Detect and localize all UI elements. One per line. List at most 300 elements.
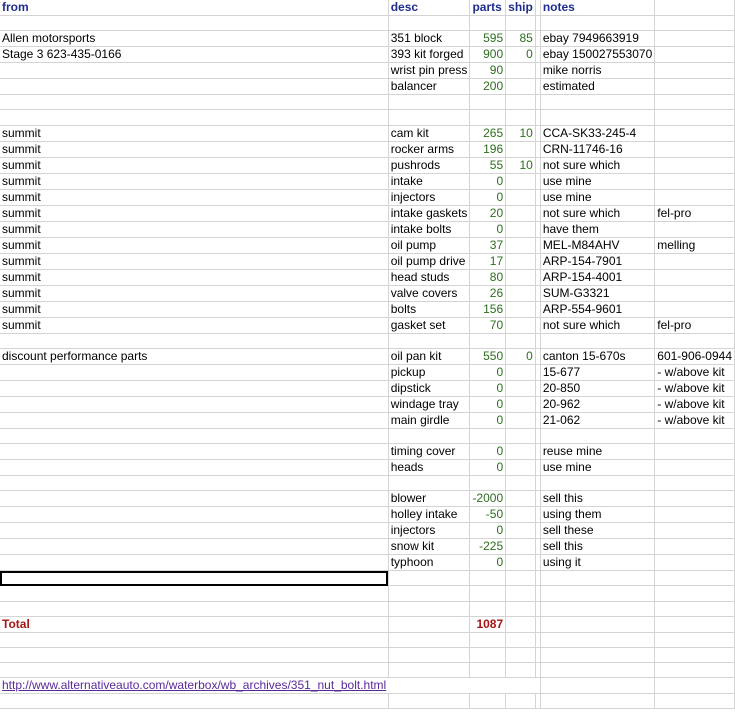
cell[interactable]: 156 — [470, 301, 506, 317]
cell[interactable] — [540, 647, 654, 662]
cell[interactable]: 595 — [470, 31, 506, 47]
cell[interactable]: summit — [0, 317, 388, 333]
cell[interactable] — [0, 555, 388, 571]
cell[interactable]: summit — [0, 269, 388, 285]
cell[interactable]: - w/above kit — [655, 396, 735, 412]
table-row — [0, 79, 735, 95]
cell[interactable] — [506, 269, 536, 285]
cell[interactable]: summit — [0, 189, 388, 205]
cell[interactable]: fel-pro — [655, 205, 735, 221]
cell[interactable] — [506, 459, 536, 475]
table-row — [0, 443, 735, 459]
cell[interactable] — [388, 475, 470, 490]
cell[interactable] — [388, 601, 470, 616]
cell[interactable] — [655, 189, 735, 205]
cell[interactable]: oil pump — [388, 237, 470, 253]
cell[interactable]: not sure which — [540, 157, 654, 173]
table-row — [0, 348, 735, 364]
cell[interactable] — [506, 428, 536, 443]
cell[interactable]: injectors — [388, 523, 470, 539]
cell[interactable] — [506, 601, 536, 616]
cell[interactable] — [655, 269, 735, 285]
cell[interactable]: - w/above kit — [655, 412, 735, 428]
cell[interactable] — [0, 523, 388, 539]
table-row — [0, 616, 735, 632]
cell[interactable] — [655, 601, 735, 616]
cell[interactable]: pushrods — [388, 157, 470, 173]
cell[interactable]: windage tray — [388, 396, 470, 412]
table-row — [0, 173, 735, 189]
cell[interactable]: heads — [388, 459, 470, 475]
cell[interactable]: 85 — [506, 31, 536, 47]
cell[interactable]: main girdle — [388, 412, 470, 428]
cell[interactable]: 0 — [470, 364, 506, 380]
cell[interactable]: 80 — [470, 269, 506, 285]
cell[interactable] — [655, 616, 735, 632]
cell[interactable]: summit — [0, 173, 388, 189]
header-notes[interactable]: notes — [540, 0, 654, 16]
cell[interactable]: summit — [0, 253, 388, 269]
cell[interactable]: have them — [540, 221, 654, 237]
cell[interactable]: 20 — [470, 205, 506, 221]
cell[interactable] — [470, 586, 506, 601]
cell[interactable] — [506, 678, 536, 694]
cell[interactable]: balancer — [388, 79, 470, 95]
table-row — [0, 647, 735, 662]
table-row — [0, 364, 735, 380]
cell[interactable]: canton 15-670s — [540, 348, 654, 364]
cell[interactable] — [506, 539, 536, 555]
cell[interactable] — [506, 396, 536, 412]
cell[interactable] — [540, 694, 654, 709]
cell[interactable]: 20-850 — [540, 380, 654, 396]
cell[interactable]: 17 — [470, 253, 506, 269]
cell[interactable]: reuse mine — [540, 443, 654, 459]
cell[interactable]: intake gaskets — [388, 205, 470, 221]
cell[interactable] — [0, 63, 388, 79]
header-cell[interactable] — [655, 0, 735, 16]
cell[interactable] — [506, 647, 536, 662]
cell[interactable]: 15-677 — [540, 364, 654, 380]
cell[interactable]: summit — [0, 125, 388, 141]
cell[interactable] — [388, 663, 470, 678]
cell[interactable]: summit — [0, 285, 388, 301]
cell[interactable] — [0, 694, 388, 709]
cell[interactable]: sell this — [540, 539, 654, 555]
cell[interactable] — [0, 364, 388, 380]
header-from[interactable]: from — [0, 0, 388, 16]
table-row — [0, 110, 735, 125]
cell[interactable] — [506, 317, 536, 333]
cell[interactable]: ebay 150027553070 — [540, 47, 654, 63]
cell[interactable] — [506, 221, 536, 237]
cell[interactable] — [388, 694, 470, 709]
cell[interactable]: MEL-M84AHV — [540, 237, 654, 253]
cell[interactable] — [470, 632, 506, 647]
cell[interactable] — [655, 125, 735, 141]
cell[interactable]: gasket set — [388, 317, 470, 333]
cell[interactable] — [388, 678, 470, 694]
cell[interactable] — [470, 647, 506, 662]
cell[interactable] — [0, 647, 388, 662]
cell[interactable] — [0, 443, 388, 459]
table-row — [0, 205, 735, 221]
cell[interactable] — [506, 63, 536, 79]
cell[interactable] — [506, 632, 536, 647]
cell[interactable]: summit — [0, 205, 388, 221]
cell[interactable]: injectors — [388, 189, 470, 205]
table-row — [0, 269, 735, 285]
cell[interactable]: -2000 — [470, 491, 506, 507]
cell[interactable]: 900 — [470, 47, 506, 63]
cell[interactable] — [506, 253, 536, 269]
table-row — [0, 678, 735, 694]
cell[interactable] — [655, 571, 735, 586]
cell[interactable] — [506, 412, 536, 428]
cell[interactable]: sell this — [540, 491, 654, 507]
cell[interactable]: summit — [0, 221, 388, 237]
cell[interactable] — [470, 678, 506, 694]
table-row — [0, 491, 735, 507]
cell[interactable] — [655, 157, 735, 173]
header-ship[interactable]: ship — [506, 0, 536, 16]
cell[interactable] — [0, 491, 388, 507]
cell[interactable] — [655, 31, 735, 47]
cell[interactable] — [506, 475, 536, 490]
cell[interactable]: summit — [0, 141, 388, 157]
cell[interactable]: 0 — [470, 396, 506, 412]
cell[interactable] — [0, 95, 388, 110]
cell[interactable] — [0, 16, 388, 31]
cell[interactable] — [0, 539, 388, 555]
cell[interactable]: Total — [0, 616, 388, 632]
cell[interactable]: 0 — [470, 189, 506, 205]
table-row — [0, 16, 735, 31]
table-row — [0, 539, 735, 555]
cell[interactable] — [388, 586, 470, 601]
cell[interactable] — [506, 79, 536, 95]
cell[interactable] — [470, 333, 506, 348]
cell[interactable]: Allen motorsports — [0, 31, 388, 47]
cell[interactable] — [388, 110, 470, 125]
cell[interactable]: ARP-154-4001 — [540, 269, 654, 285]
cell[interactable]: bolts — [388, 301, 470, 317]
cell[interactable] — [655, 110, 735, 125]
cell[interactable]: 20-962 — [540, 396, 654, 412]
cell[interactable] — [0, 110, 388, 125]
cell[interactable] — [655, 663, 735, 678]
cell[interactable] — [388, 571, 470, 586]
cell[interactable]: 0 — [470, 523, 506, 539]
cell[interactable]: discount performance parts — [0, 348, 388, 364]
cell[interactable] — [506, 663, 536, 678]
cell[interactable] — [506, 443, 536, 459]
cell[interactable]: 21-062 — [540, 412, 654, 428]
cell[interactable]: intake bolts — [388, 221, 470, 237]
cell[interactable]: 196 — [470, 141, 506, 157]
cell[interactable] — [388, 333, 470, 348]
cell[interactable]: using it — [540, 555, 654, 571]
table-row — [0, 632, 735, 647]
cell[interactable]: 26 — [470, 285, 506, 301]
cell[interactable] — [655, 459, 735, 475]
link-cell[interactable]: http://www.alternativeauto.com/waterbox/wb_archives/351_nut_bolt.html — [2, 678, 387, 693]
selected-cell[interactable] — [0, 571, 388, 586]
cell[interactable] — [655, 47, 735, 63]
cell[interactable] — [655, 95, 735, 110]
cell[interactable] — [655, 507, 735, 523]
cell[interactable] — [506, 95, 536, 110]
cell[interactable] — [470, 694, 506, 709]
cell[interactable] — [655, 16, 735, 31]
cell[interactable]: 0 — [506, 47, 536, 63]
cell[interactable] — [540, 632, 654, 647]
cell[interactable]: wrist pin press — [388, 63, 470, 79]
cell[interactable] — [655, 333, 735, 348]
cell[interactable]: 10 — [506, 125, 536, 141]
table-row — [0, 396, 735, 412]
cell[interactable] — [470, 663, 506, 678]
cell[interactable] — [540, 663, 654, 678]
cell[interactable]: using them — [540, 507, 654, 523]
cell[interactable]: oil pan kit — [388, 348, 470, 364]
cell[interactable]: oil pump drive — [388, 253, 470, 269]
cell[interactable] — [540, 428, 654, 443]
cell[interactable] — [506, 301, 536, 317]
table-row — [0, 459, 735, 475]
cell[interactable]: 0 — [470, 443, 506, 459]
cell[interactable] — [388, 16, 470, 31]
table-row — [0, 555, 735, 571]
cell[interactable]: cam kit — [388, 125, 470, 141]
cell[interactable] — [506, 555, 536, 571]
cell[interactable] — [506, 380, 536, 396]
cell[interactable]: CRN-11746-16 — [540, 141, 654, 157]
cell[interactable] — [655, 173, 735, 189]
cell[interactable]: estimated — [540, 79, 654, 95]
cell[interactable] — [506, 694, 536, 709]
cell[interactable] — [506, 523, 536, 539]
cell[interactable]: holley intake — [388, 507, 470, 523]
cell[interactable] — [655, 63, 735, 79]
cell[interactable]: rocker arms — [388, 141, 470, 157]
cell[interactable]: ebay 7949663919 — [540, 31, 654, 47]
cell[interactable] — [470, 475, 506, 490]
cell[interactable] — [655, 285, 735, 301]
cell[interactable]: mike norris — [540, 63, 654, 79]
cell[interactable]: 265 — [470, 125, 506, 141]
cell[interactable] — [0, 79, 388, 95]
cell[interactable] — [470, 95, 506, 110]
cell[interactable]: use mine — [540, 173, 654, 189]
cell[interactable]: sell these — [540, 523, 654, 539]
cell[interactable]: 10 — [506, 157, 536, 173]
cell[interactable] — [540, 678, 654, 694]
table-row — [0, 157, 735, 173]
cell[interactable] — [540, 586, 654, 601]
cell[interactable]: 37 — [470, 237, 506, 253]
cell[interactable] — [655, 632, 735, 647]
cell[interactable] — [506, 205, 536, 221]
cell[interactable]: summit — [0, 157, 388, 173]
cell[interactable] — [388, 616, 470, 632]
cell[interactable]: 351 block — [388, 31, 470, 47]
cell[interactable]: 0 — [470, 380, 506, 396]
cell[interactable] — [470, 110, 506, 125]
cell[interactable]: valve covers — [388, 285, 470, 301]
table-row — [0, 301, 735, 317]
cell[interactable] — [655, 428, 735, 443]
cell[interactable] — [655, 555, 735, 571]
cell[interactable]: summit — [0, 301, 388, 317]
cell[interactable] — [540, 95, 654, 110]
cell[interactable] — [655, 491, 735, 507]
cell[interactable] — [655, 678, 735, 694]
cell[interactable]: 0 — [470, 221, 506, 237]
cell[interactable]: 90 — [470, 63, 506, 79]
cell[interactable]: melling — [655, 237, 735, 253]
cell[interactable] — [540, 571, 654, 586]
cell[interactable] — [388, 632, 470, 647]
cell[interactable]: intake — [388, 173, 470, 189]
cell[interactable] — [470, 571, 506, 586]
cell[interactable] — [540, 16, 654, 31]
cell[interactable]: 0 — [506, 348, 536, 364]
cell[interactable] — [0, 428, 388, 443]
cell[interactable] — [506, 586, 536, 601]
cell[interactable]: -225 — [470, 539, 506, 555]
cell[interactable]: 550 — [470, 348, 506, 364]
cell[interactable]: Stage 3 623-435-0166 — [0, 47, 388, 63]
cell[interactable] — [655, 253, 735, 269]
cell[interactable]: 0 — [470, 459, 506, 475]
header-row — [0, 0, 735, 16]
cell[interactable] — [655, 523, 735, 539]
cell[interactable]: ARP-154-7901 — [540, 253, 654, 269]
cell[interactable]: dipstick — [388, 380, 470, 396]
cell[interactable]: -50 — [470, 507, 506, 523]
cell[interactable] — [506, 285, 536, 301]
cell[interactable]: use mine — [540, 459, 654, 475]
cell[interactable] — [506, 16, 536, 31]
cell[interactable]: 0 — [470, 412, 506, 428]
cell[interactable]: 0 — [470, 555, 506, 571]
cell[interactable] — [0, 632, 388, 647]
cell[interactable] — [506, 173, 536, 189]
table-row — [0, 694, 735, 709]
cell[interactable] — [0, 601, 388, 616]
cell[interactable] — [506, 237, 536, 253]
cell[interactable] — [655, 694, 735, 709]
header-parts[interactable]: parts — [470, 0, 506, 16]
cell[interactable]: timing cover — [388, 443, 470, 459]
cell[interactable]: 601-906-0944 — [655, 348, 735, 364]
cell[interactable] — [470, 428, 506, 443]
cell[interactable] — [540, 110, 654, 125]
cell[interactable] — [540, 616, 654, 632]
cell[interactable]: ARP-554-9601 — [540, 301, 654, 317]
cell[interactable] — [0, 459, 388, 475]
cell[interactable] — [470, 601, 506, 616]
cell[interactable] — [655, 141, 735, 157]
cell[interactable] — [506, 507, 536, 523]
cell[interactable] — [655, 539, 735, 555]
cell[interactable] — [540, 475, 654, 490]
table-row — [0, 237, 735, 253]
cell[interactable]: not sure which — [540, 205, 654, 221]
cell[interactable] — [655, 301, 735, 317]
cell[interactable] — [0, 333, 388, 348]
table-row — [0, 63, 735, 79]
cell[interactable] — [0, 663, 388, 678]
cell[interactable] — [655, 79, 735, 95]
cell[interactable]: 55 — [470, 157, 506, 173]
cell[interactable] — [506, 333, 536, 348]
cell[interactable] — [0, 396, 388, 412]
cell[interactable] — [655, 221, 735, 237]
cell[interactable]: - w/above kit — [655, 380, 735, 396]
cell[interactable] — [655, 443, 735, 459]
cell[interactable]: CCA-SK33-245-4 — [540, 125, 654, 141]
cell[interactable]: 1087 — [470, 616, 506, 632]
cell[interactable]: use mine — [540, 189, 654, 205]
cell[interactable]: 0 — [470, 173, 506, 189]
cell[interactable]: blower — [388, 491, 470, 507]
cell[interactable]: summit — [0, 237, 388, 253]
cell[interactable]: snow kit — [388, 539, 470, 555]
cell[interactable] — [0, 412, 388, 428]
cell[interactable] — [506, 110, 536, 125]
cell[interactable] — [0, 507, 388, 523]
table-row — [0, 507, 735, 523]
cell[interactable] — [0, 475, 388, 490]
cell[interactable]: 70 — [470, 317, 506, 333]
header-desc[interactable]: desc — [388, 0, 470, 16]
cell[interactable] — [506, 616, 536, 632]
cell[interactable] — [0, 380, 388, 396]
table-row — [0, 428, 735, 443]
table-row — [0, 31, 735, 47]
cell[interactable]: 200 — [470, 79, 506, 95]
cell[interactable] — [655, 475, 735, 490]
cell[interactable] — [388, 95, 470, 110]
cell[interactable]: 393 kit forged — [388, 47, 470, 63]
cell[interactable] — [506, 491, 536, 507]
cell[interactable] — [506, 141, 536, 157]
table-row — [0, 317, 735, 333]
cell[interactable] — [388, 428, 470, 443]
cell[interactable] — [0, 586, 388, 601]
cell[interactable] — [506, 364, 536, 380]
cell[interactable] — [506, 571, 536, 586]
cell[interactable]: pickup — [388, 364, 470, 380]
cell[interactable] — [540, 333, 654, 348]
cell[interactable]: SUM-G3321 — [540, 285, 654, 301]
cell[interactable] — [388, 647, 470, 662]
cell[interactable]: not sure which — [540, 317, 654, 333]
cell[interactable] — [506, 189, 536, 205]
cell[interactable] — [655, 586, 735, 601]
cell[interactable]: typhoon — [388, 555, 470, 571]
table-row — [0, 475, 735, 490]
cell[interactable] — [655, 647, 735, 662]
cell[interactable]: fel-pro — [655, 317, 735, 333]
table-row — [0, 333, 735, 348]
cell[interactable] — [470, 16, 506, 31]
cell[interactable]: head studs — [388, 269, 470, 285]
cell[interactable] — [540, 601, 654, 616]
cell[interactable]: - w/above kit — [655, 364, 735, 380]
